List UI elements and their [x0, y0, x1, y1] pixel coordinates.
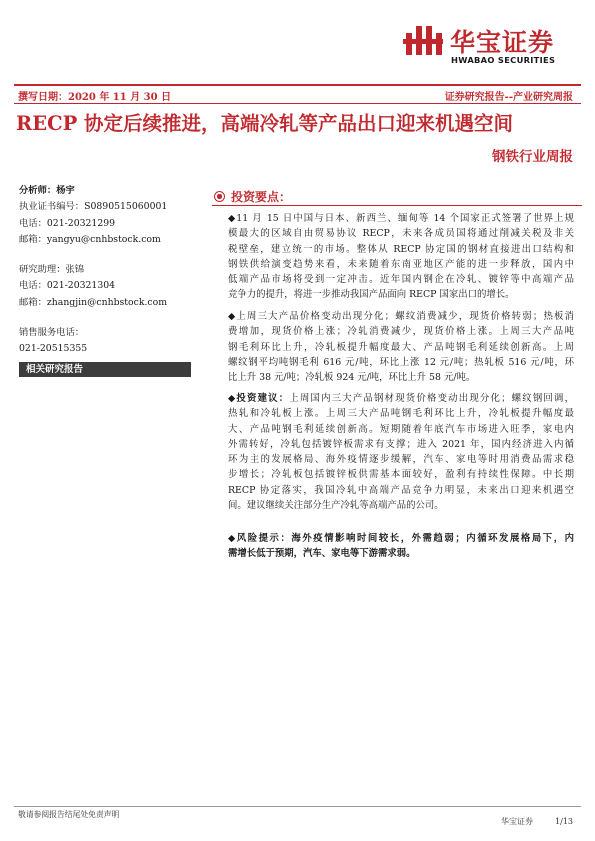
analyst-email[interactable]: 邮箱：yangyu@cnhbstock.com [19, 233, 161, 245]
sales-phone-label: 销售服务电话： [19, 327, 85, 339]
paragraph-line: ◆11 月 15 日中国与日本、新西兰、缅甸等 14 个国家正式签署了世界上规 [228, 213, 574, 224]
paragraph-line: 热轧和冷轧板上涨。上周三大产品吨钢毛利环比上升，冷轧板提升幅度最 [228, 408, 574, 420]
analyst-label: 分析师： [19, 185, 57, 196]
paragraph-line: 大、产品吨钢毛利延续创新高。短期随着年底汽车市场进入旺季，家电内 [228, 423, 574, 435]
paragraph-line: 税壁垒，建立统一的市场。整体从 RECP 协定国的钢材直接进出口结构和 [228, 243, 574, 255]
hwabao-logo-icon [403, 24, 445, 58]
paragraph-risk [228, 531, 574, 562]
footer-rule [14, 806, 581, 807]
paragraph-prices [228, 309, 574, 385]
key-points-title: 投资要点： [231, 190, 292, 204]
report-type: 证券研究报告--产业研究周报 [444, 92, 573, 103]
paragraph-line: 钢铁供给演变趋势来看，未来随着东南亚地区产能的进一步释放，国内中 [228, 258, 574, 270]
paragraph-line: 比上升 38 元/吨；冷轧板 924 元/吨，环比上升 58 元/吨。 [228, 372, 476, 384]
company-logo [403, 22, 573, 72]
analyst-phone: 电话：021-20321299 [19, 217, 116, 229]
assistant-phone: 电话：021-20321304 [19, 280, 116, 292]
page-number: 1/13 [555, 817, 573, 826]
analyst-line [19, 183, 194, 199]
paragraph-line: 模最大的区域自由贸易协议 RECP，未来各成员国将通过削减关税及非关 [228, 228, 574, 240]
analyst-sidebar [19, 183, 194, 358]
sales-phone: 021-20515355 [19, 343, 88, 355]
paragraph-line: 低端产品市场将受到一定冲击。近年国内钢企在冷轧、镀锌等中高端产品 [228, 274, 574, 286]
research-assistant: 研究助理：张锦 [19, 264, 85, 276]
key-points-rule [212, 205, 582, 206]
footer-info [501, 816, 573, 827]
paragraph-line: 需增长低于预期，汽车、家电等下游需求弱。 [228, 548, 416, 560]
paragraph-investment-advice [228, 391, 574, 513]
paragraph-line: ◆风险提示：海外疫情影响时间较长，外需趋弱；内循环发展格局下，内 [228, 533, 574, 544]
assistant-email[interactable]: 邮箱：zhangjin@cnhbstock.com [19, 296, 168, 308]
paragraph-line: 竞争力的提升，将进一步推动我国产品面向 RECP 国家出口的增长。 [228, 289, 515, 301]
certificate-number: 执业证书编号：S0890515060001 [19, 201, 168, 213]
paragraph-line: RECP 协定落实，我国冷轧中高端产品竞争力明显，未来出口迎来机遇空 [228, 484, 574, 496]
paragraph-line: 环为主的发展格局、海外疫情逐步缓解，汽车、家电等时用消费品需求稳 [228, 454, 574, 466]
related-reports-header: 相关研究报告 [19, 362, 191, 377]
paragraph-line: 间。建议继续关注部分生产冷轧等高端产品的公司。 [228, 500, 444, 512]
paragraph-rcep [228, 211, 574, 303]
paragraph-line: 钢毛利环比上升，冷轧板提升幅度最大、产品吨钢毛利延续创新高。上周 [228, 341, 574, 353]
paragraph-line: 费增加，现货价格上涨；冷轧消费减少，现货价格上涨。上周三大产品吨 [228, 326, 574, 338]
target-icon [214, 191, 225, 202]
key-points-heading [214, 188, 291, 205]
analyst-name: 杨宇 [56, 185, 75, 196]
paragraph-line: 上周国内三大产品钢材现货价格变动出现分化；螺纹钢回调， [289, 393, 574, 404]
footer-company: 华宝证券 [501, 817, 534, 826]
paragraph-line: 步增长；冷轧板包括镀锌板供需基本面较好，盈利有持续性保障。中长期 [228, 469, 574, 481]
disclaimer-note: 敬请参阅报告结尾处免责声明 [18, 810, 120, 819]
logo-chinese-name: 华宝证券 [450, 28, 555, 57]
header-divider [14, 103, 581, 104]
paragraph-line: ◆上周三大产品价格变动出现分化；螺纹消费减少，现货价格转弱；热板消 [228, 311, 574, 322]
investment-advice-label: ◆投资建议： [228, 393, 290, 404]
paragraph-line: 外需转好，冷轧包括镀锌板需求有支撑；进入 2021 年，国内经济进入内循 [228, 438, 574, 450]
header-rule [14, 84, 581, 86]
paragraph-line: 螺纹钢平均吨钢毛利 616 元/吨，环比上涨 12 元/吨；热轧板 516 元/吨，环 [228, 356, 574, 368]
report-date: 撰写日期：2020 年 11 月 30 日 [18, 92, 172, 103]
logo-english-name: HWABAO SECURITIES [451, 55, 556, 65]
report-title: RECP 协定后续推进，高端冷轧等产品出口迎来机遇空间 [16, 112, 514, 135]
report-subtitle: 钢铁行业周报 [492, 149, 573, 165]
